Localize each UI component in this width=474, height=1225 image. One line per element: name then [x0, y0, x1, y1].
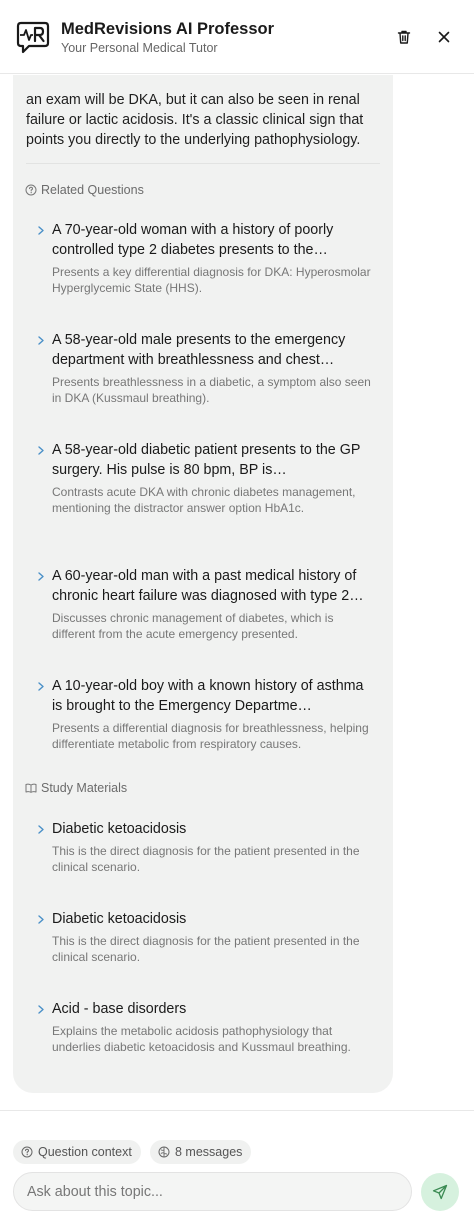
related-question-desc: Contrasts acute DKA with chronic diabetes management, mentioning the distractor answer option HbA1c. [52, 485, 356, 515]
related-question-desc: Presents breathlessness in a diabetic, a symptom also seen in DKA (Kussmaul breathing). [52, 375, 371, 405]
related-question-title: A 60-year-old man with a past medical history of chronic heart failure was diagnosed with type 2… [52, 568, 364, 604]
chevron-right-icon [36, 912, 46, 926]
app-title: MedRevisions AI Professor [61, 20, 275, 38]
related-question-title: A 10-year-old boy with a known history of asthma is brought to the Emergency Departme… [52, 678, 364, 714]
chevron-right-icon [36, 223, 46, 237]
related-question-desc: Presents a differential diagnosis for breathlessness, helping differentiate metabolic from respiratory causes. [52, 721, 369, 751]
related-question-5[interactable] [36, 676, 376, 766]
header [0, 0, 474, 74]
help-circle-icon [21, 1146, 33, 1158]
study-material-title: Diabetic ketoacidosis [52, 821, 187, 837]
chat-scroll-area[interactable] [0, 75, 474, 1110]
question-context-chip[interactable] [13, 1140, 141, 1164]
chevron-right-icon [36, 822, 46, 836]
related-question-3[interactable] [36, 440, 376, 546]
study-material-3[interactable] [36, 999, 376, 1075]
clear-chat-button[interactable] [394, 27, 414, 47]
app-subtitle: Your Personal Medical Tutor [61, 41, 218, 55]
study-materials-heading [25, 781, 127, 795]
logo-icon [15, 19, 51, 55]
answer-text: an exam will be DKA, but it can also be seen in renal failure or lactic acidosis. It's a classic clinical sign that points you directly to the underlying pathophysiology. [26, 92, 364, 148]
related-question-title: A 58-year-old male presents to the emergency department with breathlessness and chest… [52, 332, 346, 368]
related-question-title: A 58-year-old diabetic patient presents to the GP surgery. His pulse is 80 bpm, BP is… [52, 442, 361, 478]
chevron-right-icon [36, 1002, 46, 1016]
messages-count-label: 8 messages [175, 1145, 243, 1159]
send-button[interactable] [421, 1173, 459, 1211]
trash-icon [396, 29, 412, 45]
related-questions-label: Related Questions [41, 183, 144, 197]
study-material-title: Acid - base disorders [52, 1001, 187, 1017]
ask-topic-input[interactable] [13, 1172, 412, 1211]
messages-count-chip[interactable] [150, 1140, 251, 1164]
book-icon [25, 782, 37, 794]
related-question-4[interactable] [36, 566, 376, 656]
close-icon [437, 30, 451, 44]
help-circle-icon [25, 184, 37, 196]
divider [26, 163, 380, 164]
study-materials-label: Study Materials [41, 781, 128, 795]
chevron-right-icon [36, 679, 46, 693]
question-context-label: Question context [38, 1145, 132, 1159]
study-material-2[interactable] [36, 909, 376, 969]
study-material-1[interactable] [36, 819, 376, 879]
close-button[interactable] [434, 27, 454, 47]
study-material-desc: This is the direct diagnosis for the patient presented in the clinical scenario. [52, 934, 360, 964]
related-question-desc: Discusses chronic management of diabetes, which is different from the acute emergency presented. [52, 611, 334, 641]
chevron-right-icon [36, 443, 46, 457]
related-question-1[interactable] [36, 220, 376, 310]
related-question-2[interactable] [36, 330, 376, 420]
study-material-desc: Explains the metabolic acidosis pathophysiology that underlies diabetic ketoacidosis and Kussmaul breathing. [52, 1024, 351, 1054]
study-material-title: Diabetic ketoacidosis [52, 911, 187, 927]
study-material-desc: This is the direct diagnosis for the patient presented in the clinical scenario. [52, 844, 360, 874]
chevron-right-icon [36, 333, 46, 347]
brain-icon [158, 1146, 170, 1158]
chevron-right-icon [36, 569, 46, 583]
related-question-title: A 70-year-old woman with a history of poorly controlled type 2 diabetes presents to the… [52, 222, 334, 258]
related-questions-heading [25, 183, 144, 197]
send-icon [432, 1184, 448, 1200]
related-question-desc: Presents a key differential diagnosis for DKA: Hyperosmolar Hyperglycemic State (HHS). [52, 265, 371, 295]
composer [0, 1110, 474, 1225]
